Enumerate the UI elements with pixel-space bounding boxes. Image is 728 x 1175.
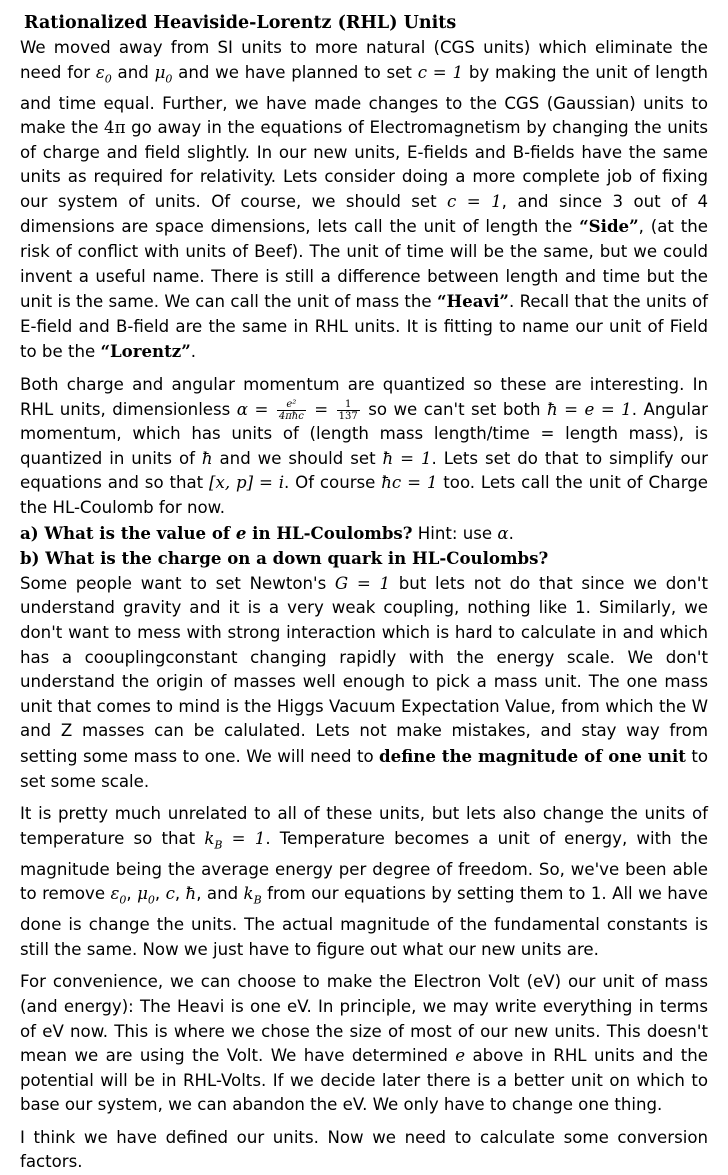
equation-commutator: [x, p] = i	[209, 473, 285, 493]
fraction-e2-over-4pi-hbar-c: $\frac{\text{e²}}{\text{4πħc}}$	[278, 398, 304, 422]
question-a: a) What is the value of e in HL-Coulombs? Hint: use α.	[20, 522, 514, 543]
equation-c-1: c = 1	[417, 62, 464, 82]
paragraph-units-intro: We moved away from SI units to more natural (CGS units) which eliminate the need for $\varepsilon_0$ and $\mu_0$ and we have planned to set c = 1 by making the unit of length and time equal. Further, we have made changes to the CGS (Gaussian) units to make the 4π go away in the equations of Electromagnetism by changing the units of charge and field slightly. In our new units, E-fields and B-fields have the same units as required for relativity. Lets consider doing a more complete job of fixing our system of units. Of course, we should set c = 1, and since 3 out of 4 dimensions are space dimensions, lets call the unit of length the “Side”, (at the risk of conflict with units of Beef). The unit of time will be the same, but we could invent a useful name. There is still a difference between length and time but the unit is the same. We can call the unit of mass the “Heavi”. Recall that the units of E-field and B-field are the same in RHL units. It is fitting to name our unit of Field to be the “Lorentz”.	[20, 38, 709, 362]
section-title: Rationalized Heaviside-Lorentz (RHL) Units	[24, 13, 457, 33]
symbol-epsilon0-list: $\varepsilon_0$	[110, 884, 127, 907]
symbol-hbar: ħ	[201, 448, 213, 468]
emphasis-define-unit: define the magnitude of one unit	[379, 745, 686, 766]
equation-g-1: G = 1	[334, 573, 391, 593]
symbol-e-charge: e	[455, 1046, 466, 1066]
symbol-c-list: c	[165, 884, 175, 904]
equation-c-1-second: c = 1	[447, 191, 502, 211]
symbol-hbar-list: ħ	[185, 884, 197, 904]
symbol-4pi: 4π	[104, 118, 126, 138]
equation-alpha: α =	[236, 399, 269, 419]
paragraph-conclusion: I think we have defined our units. Now we need to calculate some conversion factors.	[20, 1127, 708, 1172]
term-heavi: “Heavi”	[436, 291, 509, 312]
symbol-e: e	[235, 522, 247, 543]
equation-hbar-1: ħ = 1	[382, 448, 432, 468]
hint: Hint: use	[412, 523, 498, 543]
symbol-epsilon0: $\varepsilon_0$	[95, 62, 112, 85]
symbol-mu0: $\mu_0$	[154, 62, 173, 85]
paragraph-quantization: Both charge and angular momentum are quantized so these are interesting. In RHL units, dimensionless α = $\frac{\text{e²}}{\text{4πħc}}$ = $\frac{1}{137}$ so we can't set both ħ = e = 1. Angular momentum, which has units of (length mass length/time = length mass), is quantized in units of ħ and we should set ħ = 1. Lets set do that to simplify our equations and so that [x, p] = i. Of course ħc = 1 too. Lets call the unit of Charge the HL-Coulomb for now.	[20, 375, 709, 517]
paragraph-temperature: It is pretty much unrelated to all of these units, but lets also change the units of temperature so that $k_B = 1$. Temperature becomes a unit of energy, with the magnitude being the average energy per degree of freedom. So, we've been able to remove $\varepsilon_0$, $\mu_0$, c, ħ, and $k_B$ from our equations by setting them to 1. All we have done is change the units. The actual magnitude of the fundamental constants is still the same. Now we just have to figure out what our new units are.	[20, 804, 709, 959]
paragraph-electron-volt: For convenience, we can choose to make the Electron Volt (eV) our unit of mass (and energy): The Heavi is one eV. In principle, we may write everything in terms of eV now. This is where we chose the size of most of our new units. This doesn't mean we are using the Volt. We have determined e above in RHL units and the potential will be in RHL-Volts. If we decide later there is a better unit on which to base our system, we can abandon the eV. We only have to change one thing.	[20, 972, 708, 1115]
fraction-1-over-137: $\frac{1}{137}$	[338, 398, 358, 422]
symbol-mu0-list: $\mu_0$	[137, 884, 155, 907]
term-side: “Side”	[579, 216, 639, 237]
question-b: b) What is the charge on a down quark in HL-Coulombs?	[20, 548, 549, 569]
equation-hbar-c-1: ħc = 1	[381, 473, 438, 493]
symbol-kb-list: $k_B$	[243, 884, 262, 907]
equation-hbar-e-1: ħ = e = 1	[547, 399, 632, 419]
term-lorentz: “Lorentz”	[100, 341, 191, 362]
paragraph-gravity-strong: Some people want to set Newton's G = 1 but lets not do that since we don't understand gravity and it is a very weak coupling, nothing like 1. Similarly, we don't want to mess with strong interaction which is hard to calculate in and which has a coouplingconstant changing rapidly with the energy scale. We don't understand the origin of masses well enough to pick a mass unit. The one mass unit that comes to mind is the Higgs Vacuum Expectation Value, from which the W and Z masses can be calulated. Lets not make mistakes, and stay way from setting some mass to one. We will need to define the magnitude of one unit to set some scale.	[20, 573, 709, 791]
equation-kb-1: $k_B = 1$	[204, 828, 266, 852]
